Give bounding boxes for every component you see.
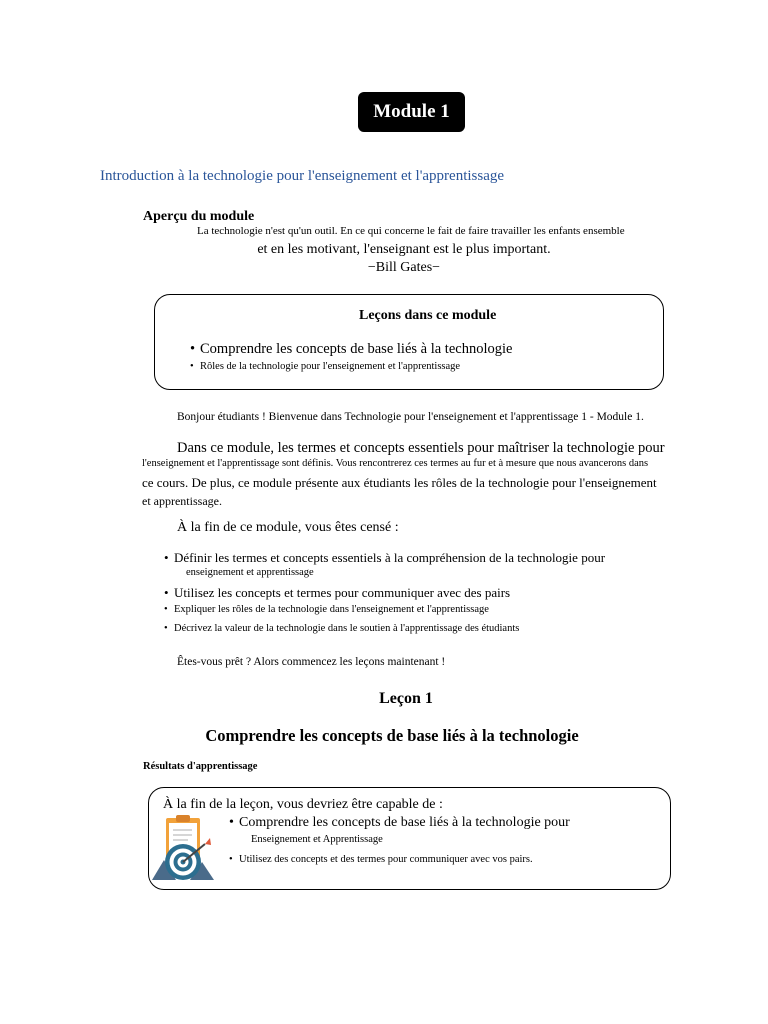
- lesson-title: Leçon 1: [379, 690, 433, 707]
- objective-item: [164, 550, 605, 566]
- module-badge: Module 1: [358, 92, 465, 132]
- quote-line-2: et en les motivant, l'enseignant est le plus important.: [257, 242, 551, 257]
- clipboard-target-icon: [150, 814, 216, 884]
- lessons-box-title: Leçons dans ce module: [359, 308, 497, 323]
- intro-title: Introduction à la technologie pour l'enseignement et l'apprentissage: [100, 168, 505, 184]
- module-description-line-2: l'enseignement et l'apprentissage sont définis. Vous rencontrerez ces termes au fur et à mesure que nous avancerons dans: [142, 458, 649, 469]
- outcomes-intro: À la fin de la leçon, vous devriez être capable de :: [163, 797, 443, 812]
- bullet: •: [229, 815, 234, 830]
- quote-author: −Bill Gates−: [367, 260, 441, 275]
- module-description-line-3: ce cours. De plus, ce module présente aux étudiants les rôles de la technologie pour l'enseignement: [142, 475, 657, 490]
- quote-line-1: La technologie n'est qu'un outil. En ce qui concerne le fait de faire travailler les enfants ensemble: [197, 225, 625, 237]
- outcome-item-continuation: Enseignement et Apprentissage: [251, 834, 383, 845]
- welcome-paragraph: Bonjour étudiants ! Bienvenue dans Technologie pour l'enseignement et l'apprentissage 1 - Module 1.: [177, 411, 644, 423]
- outcome-item: [229, 815, 570, 831]
- outcome-text: Comprendre les concepts de base liés à la technologie pour: [239, 815, 570, 830]
- outcome-item: [229, 854, 533, 865]
- outcome-text: Utilisez des concepts et des termes pour communiquer avec vos pairs.: [239, 854, 533, 865]
- bullet: •: [164, 604, 168, 615]
- bullet: •: [229, 854, 233, 865]
- module-description-line-4: et apprentissage.: [142, 494, 222, 508]
- learning-outcomes-heading: Résultats d'apprentissage: [143, 761, 258, 772]
- objective-item: [164, 585, 510, 601]
- objective-item-continuation: enseignement et apprentissage: [186, 567, 314, 578]
- apercu-heading: Aperçu du module: [143, 209, 255, 224]
- objective-text: Expliquer les rôles de la technologie dans l'enseignement et l'apprentissage: [174, 604, 489, 615]
- objective-text: Décrivez la valeur de la technologie dans le soutien à l'apprentissage des étudiants: [174, 623, 520, 634]
- objectives-intro: À la fin de ce module, vous êtes censé :: [177, 520, 399, 535]
- lessons-box-item-text: Rôles de la technologie pour l'enseignement et l'apprentissage: [200, 361, 461, 372]
- bullet: •: [164, 585, 169, 600]
- bullet: •: [164, 550, 169, 565]
- lessons-box-item: [190, 341, 512, 358]
- lesson-subtitle: Comprendre les concepts de base liés à la technologie: [205, 726, 579, 745]
- bullet: •: [190, 341, 196, 357]
- module-description-line-1: Dans ce module, les termes et concepts essentiels pour maîtriser la technologie pour: [177, 440, 665, 456]
- lessons-box-item: [190, 361, 460, 372]
- objective-text: Utilisez les concepts et termes pour communiquer avec des pairs: [174, 585, 511, 600]
- objective-item: [164, 623, 519, 634]
- bullet: •: [164, 623, 168, 634]
- bullet: •: [190, 361, 194, 372]
- ready-prompt: Êtes-vous prêt ? Alors commencez les leçons maintenant !: [177, 656, 446, 668]
- objective-text: Définir les termes et concepts essentiels à la compréhension de la technologie pour: [174, 550, 606, 565]
- objective-item: [164, 604, 489, 615]
- lessons-box-item-text: Comprendre les concepts de base liés à la technologie: [200, 341, 513, 357]
